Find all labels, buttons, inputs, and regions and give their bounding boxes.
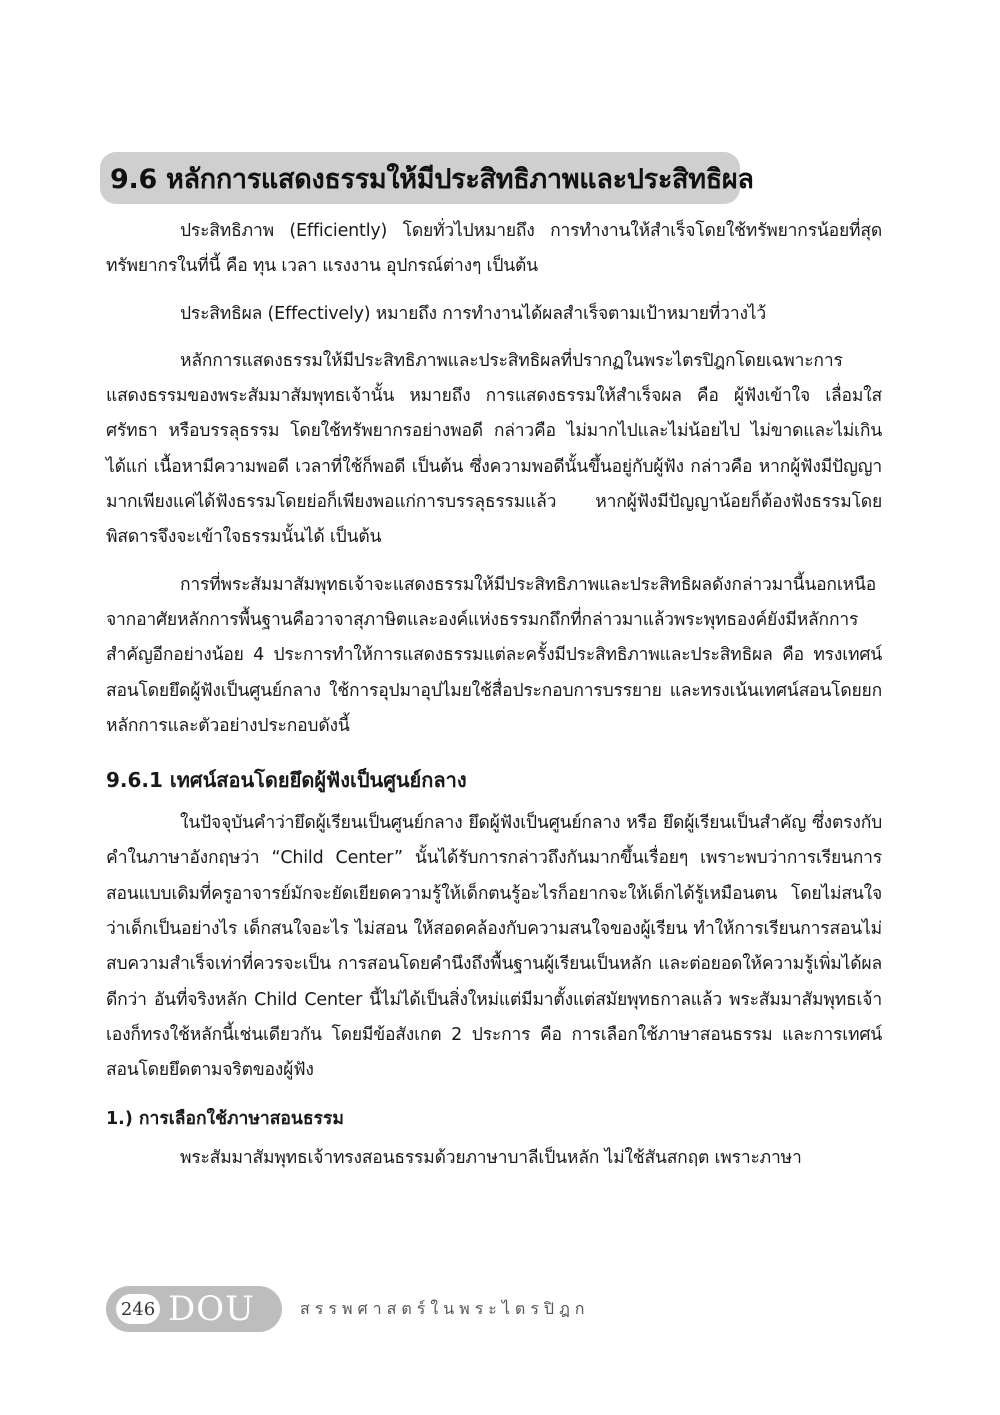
paragraph-language: พระสัมมาสัมพุทธเจ้าทรงสอนธรรมด้วยภาษาบาลีเป็นหลัก ไม่ใช้สันสกฤต เพราะภาษา [180,1147,802,1168]
paragraph-four-principles: การที่พระสัมมาสัมพุทธเจ้าจะแสดงธรรมให้มีประสิทธิภาพและประสิทธิผลดังกล่าวมานี้นอกเหนือจากอาศัยหลักการพื้นฐานคือวาจาสุภาษิตและองค์แห่งธรรมกถึกที่กล่าวมาแล้วพระพุทธองค์ยังมีหลักการสำคัญอีกอย่างน้อย 4 ประการทำให้การแสดงธรรมแต่ละครั้งมีประสิทธิภาพและประสิทธิผล คือ ทรงเทศน์สอนโดยยึดผู้ฟังเป็นศูนย์กลาง ใช้การอุปมาอุปไมยใช้สื่อประกอบการบรรยาย และทรงเน้นเทศน์สอนโดยยกหลักการและตัวอย่างประกอบดังนี้ [106,574,882,736]
item-title: 1.) การเลือกใช้ภาษาสอนธรรม [106,1108,344,1129]
page-number: 246 [116,1294,160,1324]
page-footer [106,1286,590,1332]
dou-logo: DOU [168,1289,255,1329]
book-title: สรรพศาสตร์ในพระไตรปิฎก [300,1298,590,1318]
page-content [106,214,882,1188]
footer-badge [106,1286,282,1332]
paragraph-effectiveness: ประสิทธิผล (Effectively) หมายถึง การทำงานได้ผลสำเร็จตามเป้าหมายที่วางไว้ [180,303,767,324]
paragraph-child-center: ในปัจจุบันคำว่ายึดผู้เรียนเป็นศูนย์กลาง ยึดผู้ฟังเป็นศูนย์กลาง หรือ ยึดผู้เรียนเป็นสำคัญ ซึ่งตรงกับคำในภาษาอังกฤษว่า “Child Center” นั้นได้รับการกล่าวถึงกันมากขึ้นเรื่อยๆ เพราะพบว่าการเรียนการสอนแบบเดิมที่ครูอาจารย์มักจะยัดเยียดความรู้ให้เด็กตนรู้อะไรก็อยากจะให้เด็กได้รู้เหมือนตน โดยไม่สนใจว่าเด็กเป็นอย่างไร เด็กสนใจอะไร ไม่สอน ให้สอดคล้องกับความสนใจของผู้เรียน ทำให้การเรียนการสอนไม่สบความสำเร็จเท่าที่ควรจะเป็น การสอนโดยคำนึงถึงพื้นฐานผู้เรียนเป็นหลัก และต่อยอดให้ความรู้เพิ่มได้ผลดีกว่า อันที่จริงหลัก Child Center นี้ไม่ได้เป็นสิ่งใหม่แต่มีมาตั้งแต่สมัยพุทธกาลแล้ว พระสัมมาสัมพุทธเจ้าเองก็ทรงใช้หลักนี้เช่นเดียวกัน โดยมีข้อสังเกต 2 ประการ คือ การเลือกใช้ภาษาสอนธรรม และการเทศน์สอนโดยยึดตามจริตของผู้ฟัง [106,813,882,1081]
paragraph-efficiency: ประสิทธิภาพ (Efficiently) โดยทั่วไปหมายถึง การทำงานให้สำเร็จโดยใช้ทรัพยากรน้อยที่สุด ทรัพยากรในที่นี้ คือ ทุน เวลา แรงงาน อุปกรณ์ต่างๆ เป็นต้น [106,221,882,277]
subsection-title: 9.6.1 เทศน์สอนโดยยึดผู้ฟังเป็นศูนย์กลาง [106,768,467,793]
paragraph-principles: หลักการแสดงธรรมให้มีประสิทธิภาพและประสิทธิผลที่ปรากฏในพระไตรปิฎกโดยเฉพาะการแสดงธรรมของพระสัมมาสัมพุทธเจ้านั้น หมายถึง การแสดงธรรมให้สำเร็จผล คือ ผู้ฟังเข้าใจ เลื่อมใสศรัทธา หรือบรรลุธรรม โดยใช้ทรัพยากรอย่างพอดี กล่าวคือ ไม่มากไปและไม่น้อยไป ไม่ขาดและไม่เกิน ได้แก่ เนื้อหามีความพอดี เวลาที่ใช้ก็พอดี เป็นต้น ซึ่งความพอดีนั้นขึ้นอยู่กับผู้ฟัง กล่าวคือ หากผู้ฟังมีปัญญามากเพียงแค่ได้ฟังธรรมโดยย่อก็เพียงพอแก่การบรรลุธรรมแล้ว หากผู้ฟังมีปัญญาน้อยก็ต้องฟังธรรมโดยพิสดารจึงจะเข้าใจธรรมนั้นได้ เป็นต้น [106,350,882,548]
section-title-bar [100,152,754,204]
section-title: 9.6 หลักการแสดงธรรมให้มีประสิทธิภาพและประสิทธิผล [110,163,754,195]
